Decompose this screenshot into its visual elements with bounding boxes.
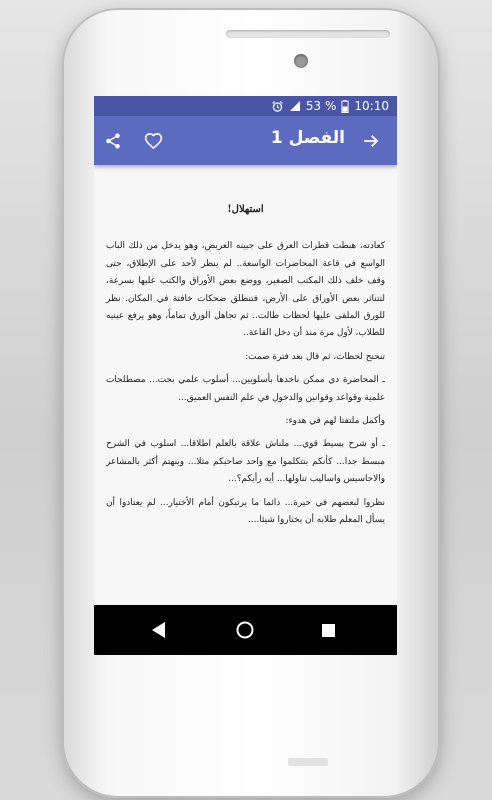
paragraph: تنحنح لحظات، ثم قال بعد فترة صمت: (245, 351, 385, 362)
paragraph: نظروا لبعضهم في حيرة... دائما ما يرتبكون أمام الأختيار... لم يعتادوا أن يسأل المعلم طلابه أن يختاروا شيئا.... (106, 497, 385, 526)
earpiece-speaker (226, 30, 390, 38)
nav-home-icon (236, 621, 254, 639)
back-button[interactable] (147, 618, 171, 642)
front-camera (294, 54, 308, 68)
heart-icon (144, 132, 163, 151)
recents-button[interactable] (316, 618, 340, 642)
phone-screen (94, 96, 397, 655)
paragraph: كعادته، هبطت قطرات العرق على جبينه العريض، وهو يدخل من ذلك الباب الواسع في قاعة المحاضرات الواسعة.. لم ينظر لأحد على الإطلاق، حتى وقف خلف ذلك المكتب الصغير، ووضع بعض الأوراق والكتب عليها بسرعة، لتتناثر بعض الأوراق على الأرض، فتنطلق ضحكات خافتة في المكان. نظر للورق الملقى عليها لحظات طالت.. ثم تجاهل الورق تماماً، وهو يرفع عينيه للطلاب، لأول مرة منذ أن دخل القاعة.. (106, 241, 385, 339)
battery-percent: 53 % (305, 99, 337, 113)
nav-recents-icon (321, 623, 336, 638)
forward-button[interactable] (358, 128, 384, 154)
chapter-heading: استهلال! (227, 204, 264, 215)
chapter-title: الفصل 1 (270, 128, 345, 148)
battery-icon (341, 100, 349, 113)
app-bar (94, 116, 397, 165)
clock: 10:10 (354, 99, 389, 113)
home-button[interactable] (233, 618, 257, 642)
status-bar (94, 96, 397, 116)
navigation-bar (94, 605, 397, 655)
share-icon (104, 132, 122, 150)
signal-icon (289, 100, 301, 112)
chapter-text (94, 165, 397, 605)
paragraph: ـ أو شرح بسيط قوي... ملناش علاقة بالعلم اطلاقا... اسلوب في الشرح مبسط جدا... كأنكم بتتكلموا مع واحد صاحبكم مثلا... وبنهتم أكثر بالمشاعر والاحاسيس واساليب تناولها... أيه رأيكم؟... (106, 439, 385, 485)
share-button[interactable] (100, 128, 126, 154)
nav-back-icon (151, 621, 167, 639)
alarm-icon (271, 100, 284, 113)
brand-logo-icon (288, 754, 328, 770)
paragraph: وأكمل ملتفتا لهم في هدوء: (285, 416, 385, 427)
paragraph: ـ المحاضرة دي ممكن ناخدها بأسلوبين... أسلوب علمي بحت... مصطلحات علمية وقواعد وقوانين والدخول في علم النفس العميق... (106, 375, 385, 403)
arrow-right-icon (362, 132, 380, 150)
favorite-button[interactable] (140, 128, 166, 154)
